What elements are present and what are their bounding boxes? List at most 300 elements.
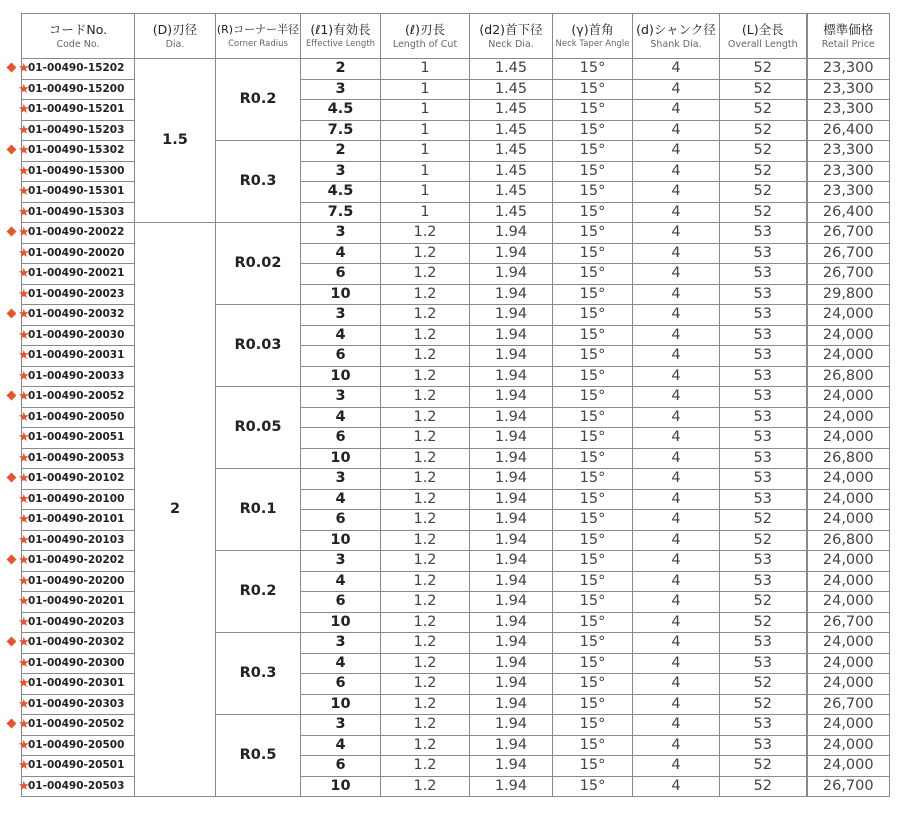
effective-length-cell: 4.5 xyxy=(301,100,381,121)
length-of-cut-cell: 1.2 xyxy=(381,366,470,387)
code-cell xyxy=(18,346,135,367)
overall-length-cell: 52 xyxy=(720,59,807,80)
star-icon: ★ xyxy=(18,307,30,322)
neck-taper-cell: 15° xyxy=(553,571,633,592)
radius-cell: R0.5 xyxy=(216,715,301,797)
neck-taper-cell: 15° xyxy=(553,489,633,510)
price-cell: 24,000 xyxy=(807,551,890,572)
radius-cell: R0.05 xyxy=(216,387,301,469)
effective-length-cell: 10 xyxy=(301,776,381,797)
shank-dia-cell: 4 xyxy=(633,284,720,305)
shank-dia-cell: 4 xyxy=(633,756,720,777)
code-cell xyxy=(18,387,135,408)
diamond-icon xyxy=(7,309,17,319)
length-of-cut-cell: 1.2 xyxy=(381,428,470,449)
shank-dia-cell: 4 xyxy=(633,243,720,264)
star-icon: ★ xyxy=(18,266,30,281)
col-header-shank-dia: (d)シャンク径 Shank Dia. xyxy=(633,14,720,59)
code-number: 01-00490-15200 xyxy=(28,82,125,95)
neck-dia-cell: 1.94 xyxy=(470,653,553,674)
overall-length-cell: 53 xyxy=(720,387,807,408)
price-cell: 24,000 xyxy=(807,305,890,326)
shank-dia-cell: 4 xyxy=(633,633,720,654)
neck-dia-cell: 1.94 xyxy=(470,735,553,756)
shank-dia-cell: 4 xyxy=(633,120,720,141)
code-cell xyxy=(18,284,135,305)
code-number: 01-00490-15303 xyxy=(28,205,125,218)
overall-length-cell: 53 xyxy=(720,325,807,346)
star-icon: ★ xyxy=(18,143,30,158)
length-of-cut-cell: 1.2 xyxy=(381,612,470,633)
star-icon: ★ xyxy=(18,717,30,732)
code-number: 01-00490-20032 xyxy=(28,308,125,320)
effective-length-cell: 6 xyxy=(301,674,381,695)
star-icon: ★ xyxy=(18,553,30,568)
code-number: 01-00490-20500 xyxy=(28,738,125,751)
effective-length-cell: 6 xyxy=(301,592,381,613)
dia-cell: 2 xyxy=(135,223,216,797)
table-row xyxy=(22,223,890,244)
radius-cell: R0.03 xyxy=(216,305,301,387)
overall-length-cell: 53 xyxy=(720,305,807,326)
price-cell: 24,000 xyxy=(807,633,890,654)
code-cell xyxy=(18,120,135,141)
neck-dia-cell: 1.94 xyxy=(470,633,553,654)
effective-length-cell: 2 xyxy=(301,59,381,80)
shank-dia-cell: 4 xyxy=(633,735,720,756)
code-number: 01-00490-20101 xyxy=(28,513,125,525)
neck-dia-cell: 1.94 xyxy=(470,592,553,613)
overall-length-cell: 53 xyxy=(720,448,807,469)
overall-length-cell: 53 xyxy=(720,346,807,367)
length-of-cut-cell: 1 xyxy=(381,141,470,162)
code-number: 01-00490-20021 xyxy=(28,267,125,279)
col-header-neck-taper: (γ)首角 Neck Taper Angle xyxy=(553,14,633,59)
neck-taper-cell: 15° xyxy=(553,510,633,531)
overall-length-cell: 53 xyxy=(720,284,807,305)
effective-length-cell: 4 xyxy=(301,243,381,264)
price-cell: 24,000 xyxy=(807,715,890,736)
price-cell: 26,800 xyxy=(807,530,890,551)
col-header-neck-dia: (d2)首下径 Neck Dia. xyxy=(470,14,553,59)
code-number: 01-00490-20050 xyxy=(28,410,125,423)
star-icon: ★ xyxy=(18,430,30,445)
neck-dia-cell: 1.94 xyxy=(470,346,553,367)
neck-taper-cell: 15° xyxy=(553,428,633,449)
neck-taper-cell: 15° xyxy=(553,284,633,305)
code-cell xyxy=(18,653,135,674)
star-icon: ★ xyxy=(18,758,30,773)
price-cell: 26,700 xyxy=(807,776,890,797)
code-number: 01-00490-15202 xyxy=(28,62,125,74)
neck-taper-cell: 15° xyxy=(553,551,633,572)
radius-cell: R0.2 xyxy=(216,59,301,141)
effective-length-cell: 10 xyxy=(301,366,381,387)
star-icon: ★ xyxy=(18,81,30,97)
code-cell xyxy=(18,243,135,264)
star-icon: ★ xyxy=(18,184,30,199)
neck-taper-cell: 15° xyxy=(553,223,633,244)
star-icon: ★ xyxy=(18,676,30,691)
length-of-cut-cell: 1.2 xyxy=(381,346,470,367)
code-cell xyxy=(18,325,135,346)
shank-dia-cell: 4 xyxy=(633,202,720,223)
overall-length-cell: 53 xyxy=(720,715,807,736)
star-icon: ★ xyxy=(18,286,30,302)
price-cell: 24,000 xyxy=(807,428,890,449)
price-cell: 23,300 xyxy=(807,182,890,203)
length-of-cut-cell: 1 xyxy=(381,161,470,182)
length-of-cut-cell: 1.2 xyxy=(381,551,470,572)
code-number: 01-00490-20103 xyxy=(28,533,125,546)
code-cell xyxy=(18,223,135,244)
code-number: 01-00490-20031 xyxy=(28,349,125,361)
neck-dia-cell: 1.94 xyxy=(470,407,553,428)
shank-dia-cell: 4 xyxy=(633,59,720,80)
overall-length-cell: 52 xyxy=(720,592,807,613)
code-number: 01-00490-20502 xyxy=(28,718,125,730)
star-icon: ★ xyxy=(18,635,30,650)
overall-length-cell: 53 xyxy=(720,735,807,756)
neck-dia-cell: 1.94 xyxy=(470,243,553,264)
code-number: 01-00490-20051 xyxy=(28,431,125,443)
spec-table xyxy=(18,13,890,797)
neck-dia-cell: 1.94 xyxy=(470,489,553,510)
neck-taper-cell: 15° xyxy=(553,530,633,551)
price-cell: 23,300 xyxy=(807,141,890,162)
radius-cell: R0.02 xyxy=(216,223,301,305)
overall-length-cell: 53 xyxy=(720,653,807,674)
neck-dia-cell: 1.45 xyxy=(470,182,553,203)
effective-length-cell: 4 xyxy=(301,571,381,592)
price-cell: 24,000 xyxy=(807,489,890,510)
neck-dia-cell: 1.94 xyxy=(470,776,553,797)
effective-length-cell: 10 xyxy=(301,284,381,305)
star-icon: ★ xyxy=(18,389,30,404)
overall-length-cell: 52 xyxy=(720,694,807,715)
diamond-icon xyxy=(7,473,17,483)
neck-dia-cell: 1.94 xyxy=(470,530,553,551)
overall-length-cell: 52 xyxy=(720,161,807,182)
length-of-cut-cell: 1.2 xyxy=(381,653,470,674)
shank-dia-cell: 4 xyxy=(633,141,720,162)
length-of-cut-cell: 1.2 xyxy=(381,448,470,469)
length-of-cut-cell: 1 xyxy=(381,182,470,203)
effective-length-cell: 10 xyxy=(301,694,381,715)
price-cell: 29,800 xyxy=(807,284,890,305)
neck-taper-cell: 15° xyxy=(553,346,633,367)
shank-dia-cell: 4 xyxy=(633,264,720,285)
overall-length-cell: 53 xyxy=(720,571,807,592)
effective-length-cell: 6 xyxy=(301,264,381,285)
code-cell xyxy=(18,407,135,428)
overall-length-cell: 52 xyxy=(720,612,807,633)
price-cell: 23,300 xyxy=(807,100,890,121)
neck-taper-cell: 15° xyxy=(553,715,633,736)
neck-taper-cell: 15° xyxy=(553,264,633,285)
diamond-icon xyxy=(7,227,17,237)
shank-dia-cell: 4 xyxy=(633,551,720,572)
col-header-length-of-cut: (ℓ)刃長 Length of Cut xyxy=(381,14,470,59)
neck-dia-cell: 1.94 xyxy=(470,223,553,244)
code-number: 01-00490-15201 xyxy=(28,103,125,115)
code-number: 01-00490-20102 xyxy=(28,472,125,484)
code-cell xyxy=(18,776,135,797)
price-cell: 26,400 xyxy=(807,202,890,223)
neck-taper-cell: 15° xyxy=(553,243,633,264)
length-of-cut-cell: 1.2 xyxy=(381,694,470,715)
effective-length-cell: 3 xyxy=(301,633,381,654)
length-of-cut-cell: 1 xyxy=(381,59,470,80)
code-cell xyxy=(18,571,135,592)
dia-cell: 1.5 xyxy=(135,59,216,223)
code-cell xyxy=(18,694,135,715)
code-cell xyxy=(18,510,135,531)
price-cell: 23,300 xyxy=(807,79,890,100)
star-icon: ★ xyxy=(18,614,30,630)
code-number: 01-00490-20301 xyxy=(28,677,125,689)
star-icon: ★ xyxy=(18,327,30,343)
price-cell: 24,000 xyxy=(807,407,890,428)
star-icon: ★ xyxy=(18,512,30,527)
shank-dia-cell: 4 xyxy=(633,674,720,695)
neck-taper-cell: 15° xyxy=(553,633,633,654)
length-of-cut-cell: 1.2 xyxy=(381,264,470,285)
radius-cell: R0.3 xyxy=(216,141,301,223)
price-cell: 24,000 xyxy=(807,674,890,695)
length-of-cut-cell: 1 xyxy=(381,202,470,223)
shank-dia-cell: 4 xyxy=(633,387,720,408)
price-cell: 26,700 xyxy=(807,694,890,715)
code-number: 01-00490-20202 xyxy=(28,554,125,566)
neck-dia-cell: 1.45 xyxy=(470,79,553,100)
shank-dia-cell: 4 xyxy=(633,653,720,674)
neck-taper-cell: 15° xyxy=(553,202,633,223)
shank-dia-cell: 4 xyxy=(633,571,720,592)
effective-length-cell: 6 xyxy=(301,756,381,777)
star-icon: ★ xyxy=(18,450,30,466)
diamond-icon xyxy=(7,555,17,565)
code-cell xyxy=(18,489,135,510)
effective-length-cell: 4 xyxy=(301,325,381,346)
shank-dia-cell: 4 xyxy=(633,612,720,633)
code-cell xyxy=(18,592,135,613)
overall-length-cell: 53 xyxy=(720,428,807,449)
neck-taper-cell: 15° xyxy=(553,776,633,797)
neck-dia-cell: 1.94 xyxy=(470,756,553,777)
header-row xyxy=(22,14,890,59)
neck-taper-cell: 15° xyxy=(553,756,633,777)
price-cell: 24,000 xyxy=(807,592,890,613)
code-cell xyxy=(18,674,135,695)
length-of-cut-cell: 1 xyxy=(381,120,470,141)
length-of-cut-cell: 1.2 xyxy=(381,571,470,592)
star-icon: ★ xyxy=(18,122,30,138)
neck-dia-cell: 1.45 xyxy=(470,120,553,141)
price-cell: 24,000 xyxy=(807,653,890,674)
price-cell: 24,000 xyxy=(807,571,890,592)
star-icon: ★ xyxy=(18,348,30,363)
length-of-cut-cell: 1.2 xyxy=(381,510,470,531)
code-cell xyxy=(18,59,135,80)
overall-length-cell: 52 xyxy=(720,530,807,551)
code-number: 01-00490-20201 xyxy=(28,595,125,607)
code-cell xyxy=(18,366,135,387)
neck-taper-cell: 15° xyxy=(553,694,633,715)
neck-taper-cell: 15° xyxy=(553,592,633,613)
star-icon: ★ xyxy=(18,368,30,384)
shank-dia-cell: 4 xyxy=(633,469,720,490)
neck-dia-cell: 1.94 xyxy=(470,510,553,531)
neck-taper-cell: 15° xyxy=(553,735,633,756)
code-number: 01-00490-15302 xyxy=(28,144,125,156)
overall-length-cell: 53 xyxy=(720,469,807,490)
shank-dia-cell: 4 xyxy=(633,79,720,100)
effective-length-cell: 10 xyxy=(301,530,381,551)
neck-dia-cell: 1.94 xyxy=(470,571,553,592)
shank-dia-cell: 4 xyxy=(633,489,720,510)
effective-length-cell: 10 xyxy=(301,612,381,633)
code-number: 01-00490-15300 xyxy=(28,164,125,177)
col-header-price: 標準価格 Retail Price xyxy=(807,14,890,59)
star-icon: ★ xyxy=(18,532,30,548)
code-number: 01-00490-20020 xyxy=(28,246,125,259)
table-body xyxy=(18,59,890,797)
shank-dia-cell: 4 xyxy=(633,182,720,203)
code-number: 01-00490-20503 xyxy=(28,779,125,792)
star-icon: ★ xyxy=(18,61,30,76)
code-cell xyxy=(18,715,135,736)
code-number: 01-00490-20200 xyxy=(28,574,125,587)
radius-cell: R0.3 xyxy=(216,633,301,715)
length-of-cut-cell: 1.2 xyxy=(381,325,470,346)
effective-length-cell: 10 xyxy=(301,448,381,469)
overall-length-cell: 53 xyxy=(720,223,807,244)
effective-length-cell: 4 xyxy=(301,735,381,756)
code-number: 01-00490-15203 xyxy=(28,123,125,136)
star-icon: ★ xyxy=(18,778,30,794)
code-number: 01-00490-20022 xyxy=(28,226,125,238)
neck-taper-cell: 15° xyxy=(553,79,633,100)
neck-dia-cell: 1.94 xyxy=(470,325,553,346)
neck-taper-cell: 15° xyxy=(553,120,633,141)
length-of-cut-cell: 1.2 xyxy=(381,387,470,408)
shank-dia-cell: 4 xyxy=(633,100,720,121)
length-of-cut-cell: 1.2 xyxy=(381,469,470,490)
length-of-cut-cell: 1.2 xyxy=(381,674,470,695)
length-of-cut-cell: 1.2 xyxy=(381,776,470,797)
effective-length-cell: 6 xyxy=(301,510,381,531)
code-number: 01-00490-20053 xyxy=(28,451,125,464)
neck-dia-cell: 1.94 xyxy=(470,305,553,326)
neck-dia-cell: 1.45 xyxy=(470,161,553,182)
star-icon: ★ xyxy=(18,471,30,486)
neck-dia-cell: 1.94 xyxy=(470,612,553,633)
col-header-dia: (D)刃径 Dia. xyxy=(135,14,216,59)
price-cell: 26,400 xyxy=(807,120,890,141)
neck-dia-cell: 1.94 xyxy=(470,674,553,695)
code-number: 01-00490-20052 xyxy=(28,390,125,402)
code-cell xyxy=(18,551,135,572)
radius-cell: R0.1 xyxy=(216,469,301,551)
diamond-icon xyxy=(7,391,17,401)
overall-length-cell: 53 xyxy=(720,489,807,510)
overall-length-cell: 52 xyxy=(720,674,807,695)
overall-length-cell: 53 xyxy=(720,551,807,572)
code-cell xyxy=(18,735,135,756)
col-header-effective-length: (ℓ1)有効長 Effective Length xyxy=(301,14,381,59)
price-cell: 24,000 xyxy=(807,735,890,756)
effective-length-cell: 4 xyxy=(301,489,381,510)
neck-taper-cell: 15° xyxy=(553,325,633,346)
star-icon: ★ xyxy=(18,655,30,671)
price-cell: 23,300 xyxy=(807,59,890,80)
length-of-cut-cell: 1.2 xyxy=(381,243,470,264)
neck-dia-cell: 1.45 xyxy=(470,141,553,162)
neck-dia-cell: 1.94 xyxy=(470,448,553,469)
effective-length-cell: 6 xyxy=(301,428,381,449)
code-cell xyxy=(18,161,135,182)
neck-dia-cell: 1.94 xyxy=(470,387,553,408)
code-cell xyxy=(18,469,135,490)
shank-dia-cell: 4 xyxy=(633,407,720,428)
overall-length-cell: 52 xyxy=(720,141,807,162)
length-of-cut-cell: 1 xyxy=(381,100,470,121)
neck-dia-cell: 1.94 xyxy=(470,284,553,305)
neck-dia-cell: 1.45 xyxy=(470,100,553,121)
star-icon: ★ xyxy=(18,225,30,240)
code-number: 01-00490-20300 xyxy=(28,656,125,669)
price-cell: 24,000 xyxy=(807,756,890,777)
overall-length-cell: 53 xyxy=(720,366,807,387)
shank-dia-cell: 4 xyxy=(633,366,720,387)
effective-length-cell: 3 xyxy=(301,715,381,736)
neck-taper-cell: 15° xyxy=(553,100,633,121)
shank-dia-cell: 4 xyxy=(633,592,720,613)
length-of-cut-cell: 1.2 xyxy=(381,407,470,428)
length-of-cut-cell: 1.2 xyxy=(381,489,470,510)
code-cell xyxy=(18,100,135,121)
length-of-cut-cell: 1.2 xyxy=(381,530,470,551)
col-header-code: コードNo. Code No. xyxy=(22,14,135,59)
shank-dia-cell: 4 xyxy=(633,223,720,244)
code-number: 01-00490-15301 xyxy=(28,185,125,197)
shank-dia-cell: 4 xyxy=(633,694,720,715)
code-number: 01-00490-20302 xyxy=(28,636,125,648)
price-cell: 24,000 xyxy=(807,469,890,490)
star-icon: ★ xyxy=(18,409,30,425)
effective-length-cell: 3 xyxy=(301,387,381,408)
neck-taper-cell: 15° xyxy=(553,612,633,633)
shank-dia-cell: 4 xyxy=(633,428,720,449)
star-icon: ★ xyxy=(18,491,30,507)
shank-dia-cell: 4 xyxy=(633,510,720,531)
neck-taper-cell: 15° xyxy=(553,448,633,469)
overall-length-cell: 53 xyxy=(720,264,807,285)
code-cell xyxy=(18,756,135,777)
code-cell xyxy=(18,633,135,654)
code-number: 01-00490-20030 xyxy=(28,328,125,341)
neck-taper-cell: 15° xyxy=(553,141,633,162)
length-of-cut-cell: 1.2 xyxy=(381,223,470,244)
overall-length-cell: 52 xyxy=(720,79,807,100)
star-icon: ★ xyxy=(18,245,30,261)
neck-dia-cell: 1.45 xyxy=(470,59,553,80)
overall-length-cell: 52 xyxy=(720,202,807,223)
effective-length-cell: 3 xyxy=(301,469,381,490)
neck-taper-cell: 15° xyxy=(553,653,633,674)
price-cell: 23,300 xyxy=(807,161,890,182)
